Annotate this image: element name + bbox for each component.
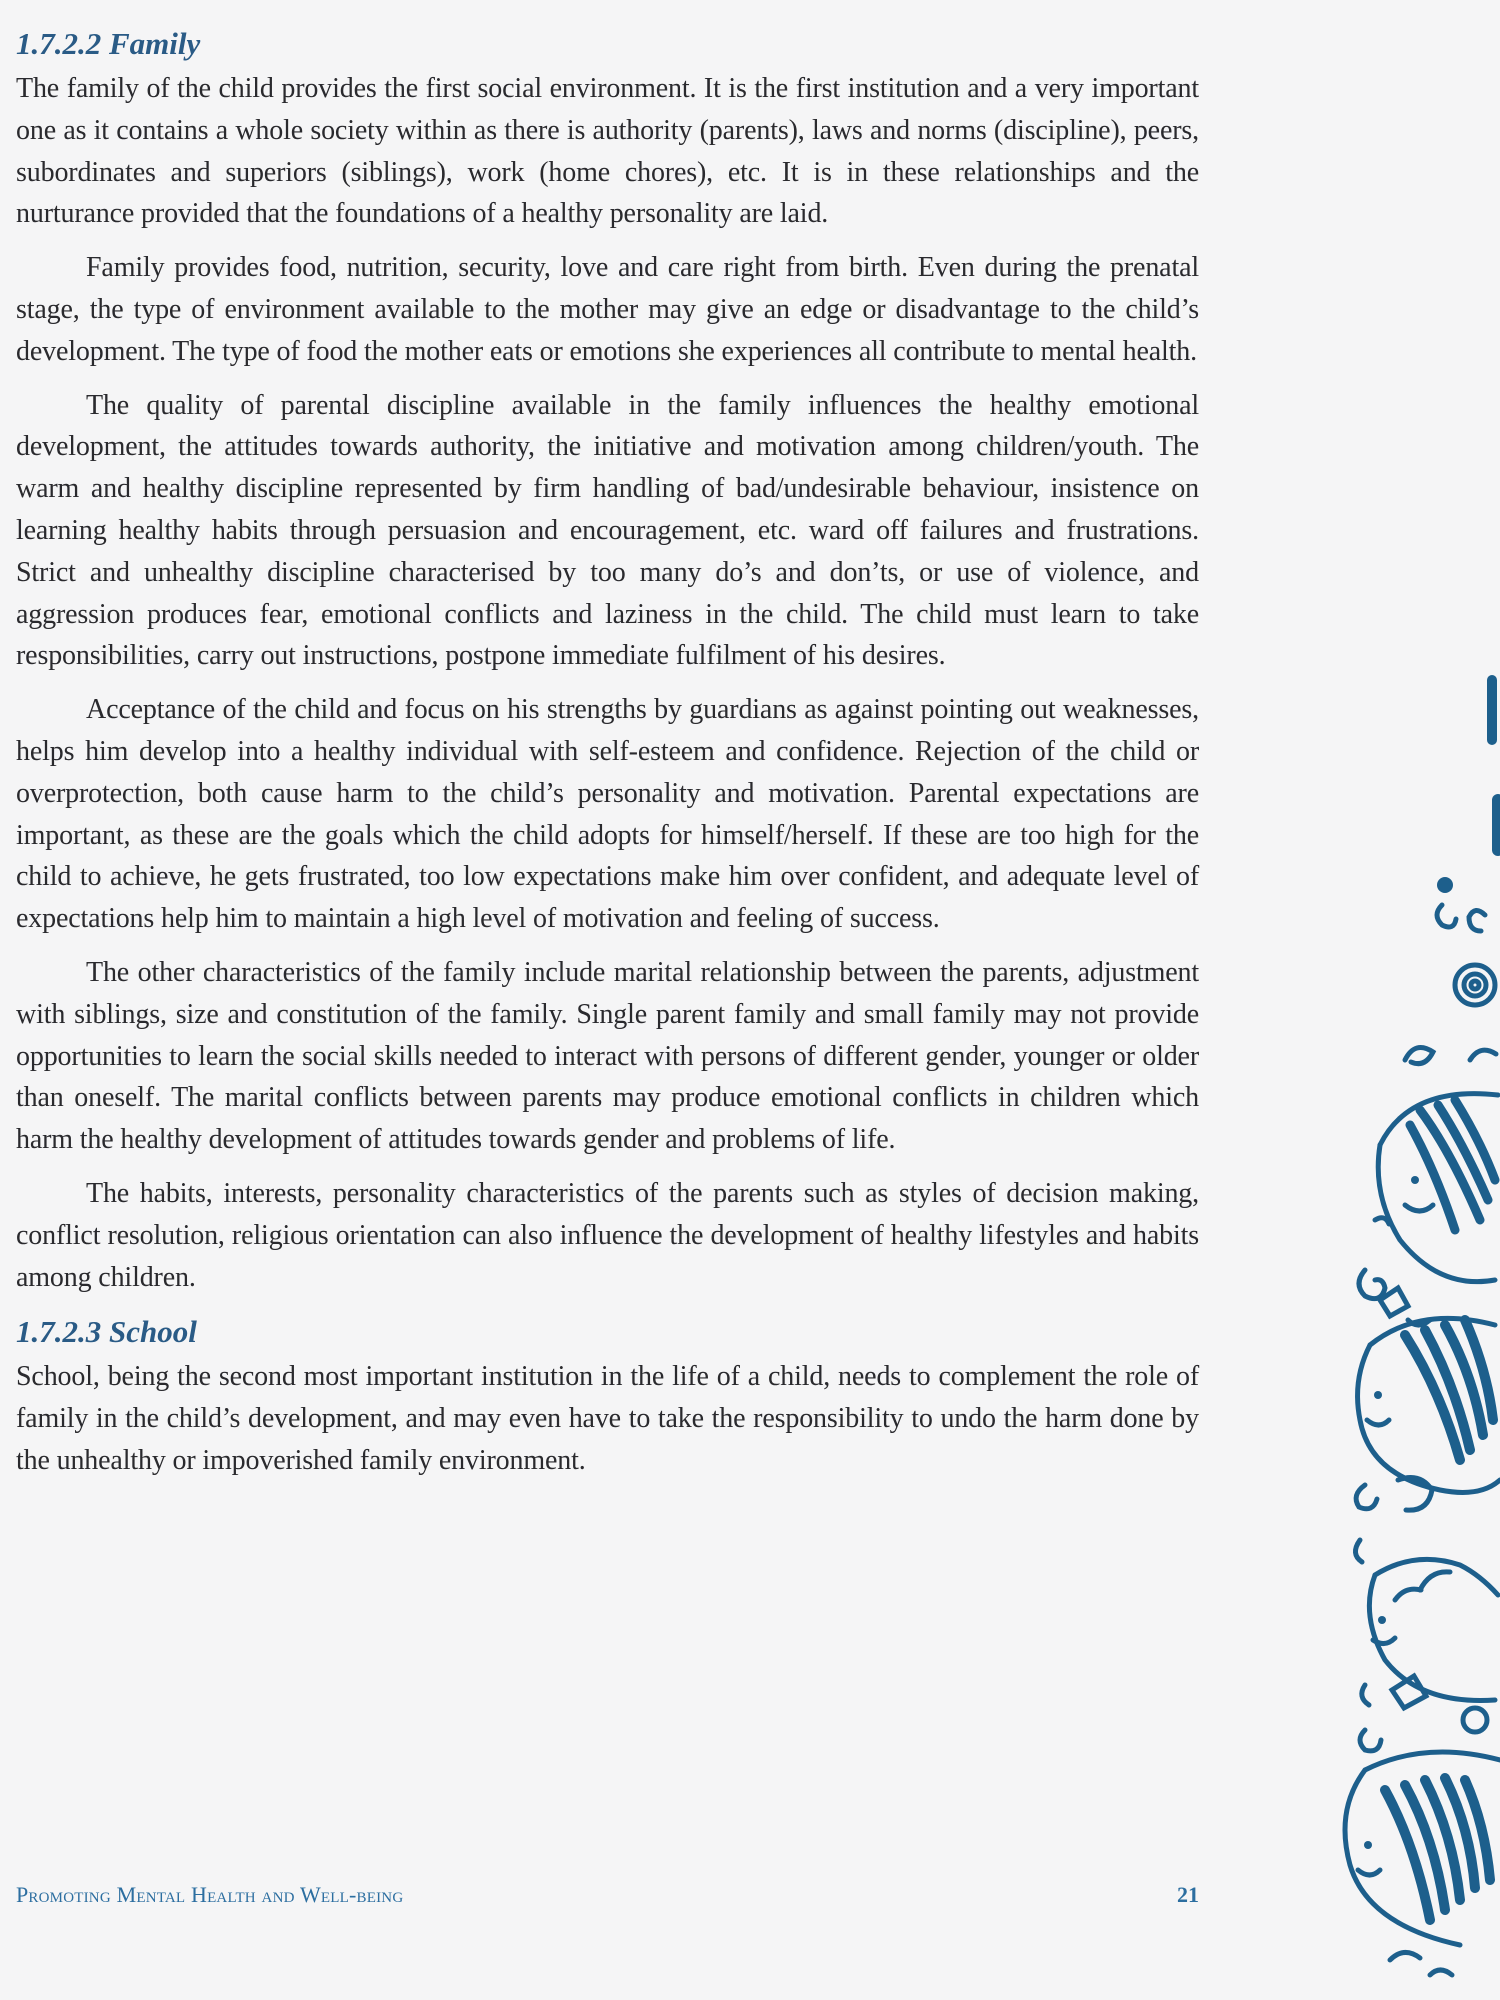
section-heading-school: 1.7.2.3 School: [16, 1314, 197, 1350]
family-paragraph-3: The quality of parental discipline available in the family influences the healthy emotional development, the attitudes towards authority, the initiative and motivation among children/youth. The warm and healthy discipline represented by firm handling of bad/undesirable behaviour, insistence on learning healthy habits through persuasion and encouragement, etc. ward off failures and frustrations. Strict and unhealthy discipline characterised by too many do’s and don’ts, or use of violence, and aggression produces fear, emotional conflicts and laziness in the child. The child must learn to take responsibilities, carry out instructions, postpone immediate fulfilment of his desires.: [16, 389, 1199, 672]
page-number: 21: [1177, 1882, 1199, 1907]
children-faces-illustration-icon: [1270, 0, 1500, 2000]
section-heading-family: 1.7.2.2 Family: [16, 26, 201, 61]
family-paragraph-4: Acceptance of the child and focus on his strengths by guardians as against pointing out weaknesses, helps him develop into a healthy individual with self-esteem and confidence. Rejection of the child or overprotection, both cause harm to the child’s personality and motivation. Parental expectations are important, as these are the goals which the child adopts for himself/herself. If these are too high for the child to achieve, he gets frustrated, too low expectations make him over confident, and adequate level of expectations help him to maintain a high level of motivation and feeling of success.: [16, 694, 1199, 935]
page-footer: [16, 1882, 1199, 1908]
family-paragraph-6: The habits, interests, personality characteristics of the parents such as styles of decision making, conflict resolution, religious orientation can also influence the development of healthy lifestyles and habits among children.: [16, 1177, 1199, 1293]
page-content: [16, 22, 1199, 1494]
family-paragraph-5: The other characteristics of the family include marital relationship between the parents, adjustment with siblings, size and constitution of the family. Single parent family and small family may not provide opportunities to learn the social skills needed to interact with persons of different gender, younger or older than oneself. The marital conflicts between parents may produce emotional conflicts in children which harm the healthy development of attitudes towards gender and problems of life.: [16, 956, 1199, 1156]
family-paragraph-2: Family provides food, nutrition, security, love and care right from birth. Even during the prenatal stage, the type of environment available to the mother may give an edge or disadvantage to the child’s development. The type of food the mother eats or emotions she experiences all contribute to mental health.: [16, 252, 1199, 367]
footer-title: Promoting Mental Health and Well-being: [16, 1882, 404, 1907]
family-paragraph-1: The family of the child provides the first social environment. It is the first institution and a very important one as it contains a whole society within as there is authority (parents), laws and norms (discipline), peers, subordinates and superiors (siblings), work (home chores), etc. It is in these relationships and the nurturance provided that the foundations of a healthy personality are laid.: [16, 73, 1199, 230]
school-paragraph-1: School, being the second most important institution in the life of a child, needs to complement the role of family in the child’s development, and may even have to take the responsibility to undo the harm done by the unhealthy or impoverished family environment.: [16, 1361, 1199, 1476]
